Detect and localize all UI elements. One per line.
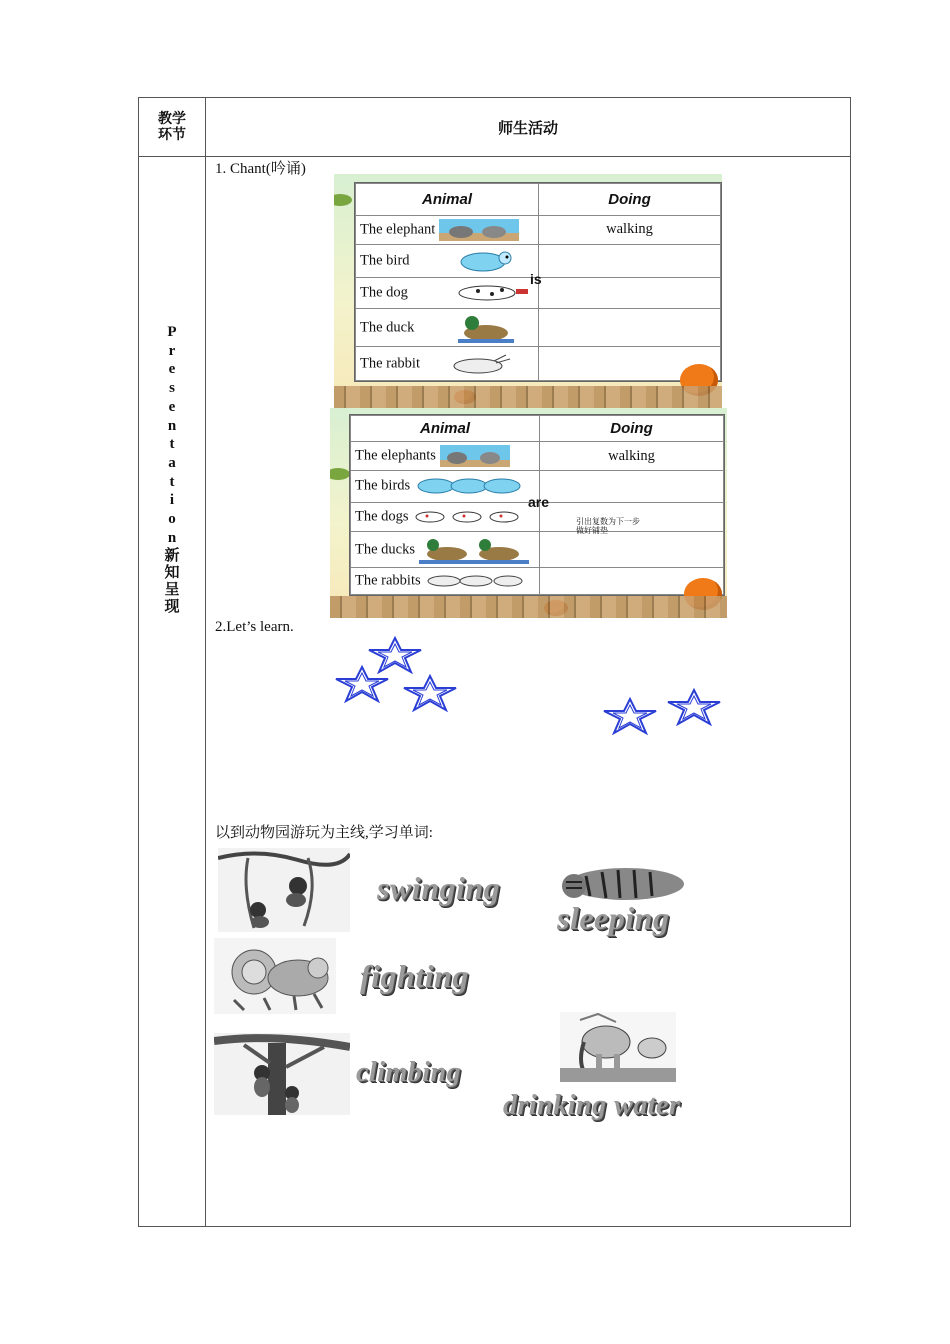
row-doing: walking: [539, 216, 721, 245]
stage-letter: r: [168, 342, 176, 359]
elephant-icon: [439, 219, 519, 241]
column-divider: [205, 98, 206, 1226]
star-icon: [665, 688, 723, 726]
monkeys-climbing-image: [214, 1033, 350, 1115]
row-animal: The dogs: [351, 502, 540, 531]
stage-letter: t: [169, 473, 175, 490]
stage-label: [139, 323, 205, 615]
row-animal: The rabbits: [351, 568, 540, 595]
word-swinging: swinging: [377, 870, 501, 906]
row-animal: The elephants: [351, 442, 540, 471]
col-doing: Doing: [539, 184, 721, 216]
stage-char: 新: [164, 546, 180, 565]
leaf-decoration: [334, 194, 352, 206]
ducks-icon: [419, 536, 529, 564]
row-animal: The ducks: [351, 531, 540, 568]
stage-letter: o: [168, 511, 176, 528]
star-icon: [401, 674, 459, 712]
row-doing: [540, 471, 724, 503]
stage-letter: t: [169, 436, 175, 453]
chant-slide-singular: [334, 174, 722, 408]
word-drinking-water: drinking water: [503, 1090, 681, 1121]
teacher-note: [576, 517, 640, 535]
chant-heading: 1. Chant(吟诵): [215, 161, 306, 177]
stage-char: 知: [164, 563, 180, 582]
col-doing: Doing: [540, 416, 724, 442]
stage-letter: n: [167, 529, 177, 546]
header-line-1: 教学: [158, 111, 186, 127]
row-animal: The duck: [356, 309, 539, 347]
word-sleeping: sleeping: [557, 900, 670, 936]
dog-icon: [442, 281, 532, 305]
star-icon: [601, 697, 659, 735]
row-doing: [540, 531, 724, 568]
stage-letter: i: [169, 492, 175, 509]
stage-letter: s: [169, 380, 175, 397]
fence-decoration: [330, 596, 727, 618]
stage-char: 现: [164, 597, 180, 616]
stage-letter: e: [168, 361, 176, 378]
leaf-decoration: [330, 468, 350, 480]
word-climbing: climbing: [356, 1057, 462, 1088]
stage-letter: a: [168, 454, 176, 471]
star-icon: [333, 665, 391, 703]
row-animal: The bird: [356, 244, 539, 277]
header-activities: 师生活动: [497, 118, 558, 137]
col-animal: Animal: [356, 184, 539, 216]
lets-learn-heading: 2.Let’s learn.: [215, 619, 294, 635]
verb-is: is: [530, 271, 542, 287]
word-fighting: fighting: [360, 958, 469, 994]
verb-are: are: [528, 494, 550, 510]
col-animal: Animal: [351, 416, 540, 442]
header-teaching-stage: [139, 98, 205, 156]
fence-decoration: [334, 386, 722, 408]
stage-letter: e: [168, 398, 176, 415]
birds-icon: [414, 474, 524, 498]
row-animal: The rabbit: [356, 347, 539, 381]
elephants-icon: [440, 445, 510, 467]
chant-slide-plural: [330, 408, 727, 618]
bird-icon: [453, 248, 523, 274]
stage-letter: n: [167, 417, 177, 434]
rabbits-icon: [424, 571, 524, 591]
zoo-instruction: 以到动物园游玩为主线,学习单词:: [215, 825, 433, 841]
header-line-2: 环节: [158, 127, 186, 143]
row-animal: The birds: [351, 471, 540, 503]
row-doing: [539, 244, 721, 277]
row-doing: [539, 309, 721, 347]
tiger-sleeping-image: [556, 856, 690, 906]
dogs-icon: [412, 506, 522, 528]
lions-fighting-image: [214, 938, 336, 1014]
teacher-note-line: 引出复数为下一步: [576, 517, 640, 526]
row-doing: walking: [540, 442, 724, 471]
row-animal: The elephant: [356, 216, 539, 245]
elephants-drinking-image: [560, 1012, 676, 1082]
stage-letter: P: [167, 324, 177, 340]
duck-icon: [456, 313, 516, 343]
stage-char: 呈: [164, 580, 180, 599]
row-doing: [539, 278, 721, 309]
teacher-note-line: 做好铺垫: [576, 526, 608, 535]
rabbit-icon: [444, 351, 514, 377]
monkeys-swinging-image: [218, 848, 350, 932]
row-animal: The dog: [356, 278, 539, 309]
